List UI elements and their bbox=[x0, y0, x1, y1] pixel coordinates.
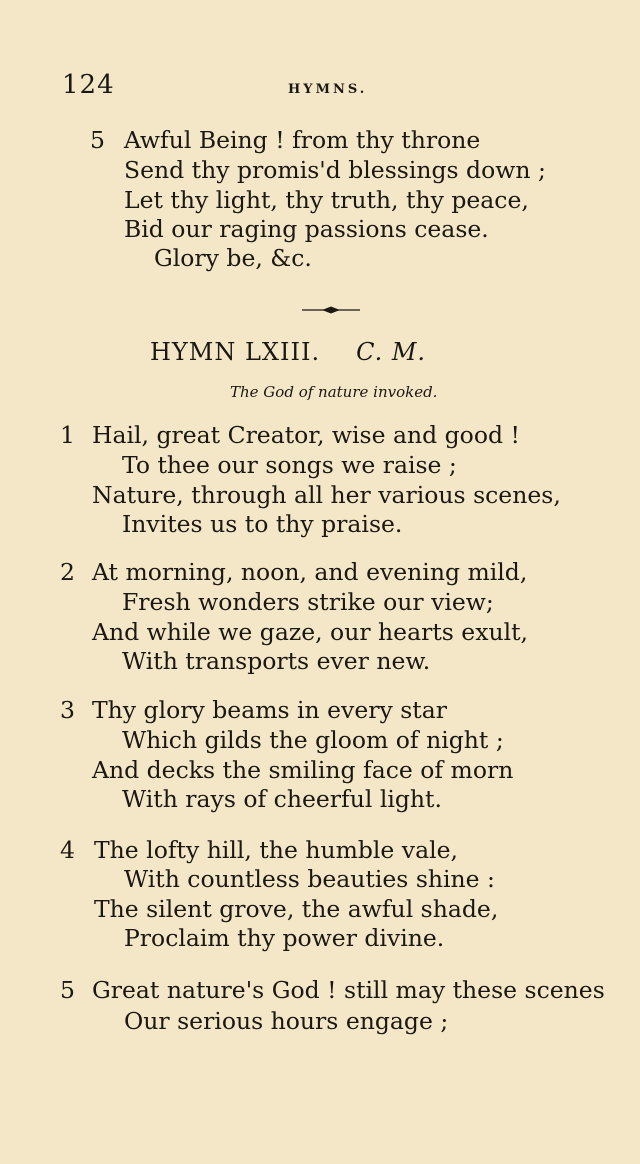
page-number: 124 bbox=[62, 70, 115, 100]
stanza-number: 3 bbox=[60, 696, 75, 724]
verse-line: The lofty hill, the humble vale, bbox=[94, 836, 458, 864]
verse-line: Send thy promis'd blessings down ; bbox=[124, 156, 546, 184]
stanza-number: 2 bbox=[60, 558, 75, 586]
stanza-number: 5 bbox=[60, 976, 75, 1004]
verse-line: Bid our raging passions cease. bbox=[124, 215, 489, 243]
verse-line: Hail, great Creator, wise and good ! bbox=[92, 421, 520, 449]
verse-line: Nature, through all her various scenes, bbox=[92, 481, 561, 509]
hymn-number-title: HYMN LXIII. bbox=[150, 338, 321, 366]
verse-line: Let thy light, thy truth, thy peace, bbox=[124, 186, 529, 214]
stanza-number: 5 bbox=[90, 126, 105, 154]
hymn-title bbox=[150, 338, 530, 366]
hymn-meter: C. M. bbox=[356, 338, 427, 366]
verse-line: With transports ever new. bbox=[122, 647, 431, 675]
verse-line: With countless beauties shine : bbox=[124, 865, 495, 893]
verse-line: Invites us to thy praise. bbox=[122, 510, 403, 538]
page-header bbox=[62, 70, 392, 110]
verse-line: Fresh wonders strike our view; bbox=[122, 588, 494, 616]
verse-line: To thee our songs we raise ; bbox=[122, 451, 457, 479]
verse-line: Thy glory beams in every star bbox=[92, 696, 447, 724]
stanza-number: 4 bbox=[60, 836, 75, 864]
verse-line: Awful Being ! from thy throne bbox=[124, 126, 481, 154]
ornament-divider bbox=[302, 306, 360, 314]
verse-line: Great nature's God ! still may these scenes bbox=[92, 976, 605, 1004]
verse-line: And decks the smiling face of morn bbox=[92, 756, 514, 784]
verse-line: With rays of cheerful light. bbox=[122, 785, 442, 813]
chorus-line: Glory be, &c. bbox=[154, 244, 312, 272]
running-head: HYMNS. bbox=[288, 82, 368, 97]
verse-line: The silent grove, the awful shade, bbox=[94, 895, 499, 923]
verse-line: Proclaim thy power divine. bbox=[124, 924, 445, 952]
hymn-subtitle: The God of nature invoked. bbox=[230, 383, 438, 401]
verse-line: And while we gaze, our hearts exult, bbox=[92, 618, 529, 646]
verse-line: Our serious hours engage ; bbox=[124, 1007, 449, 1035]
verse-line: Which gilds the gloom of night ; bbox=[122, 726, 504, 754]
stanza-number: 1 bbox=[60, 421, 75, 449]
verse-line: At morning, noon, and evening mild, bbox=[92, 558, 528, 586]
